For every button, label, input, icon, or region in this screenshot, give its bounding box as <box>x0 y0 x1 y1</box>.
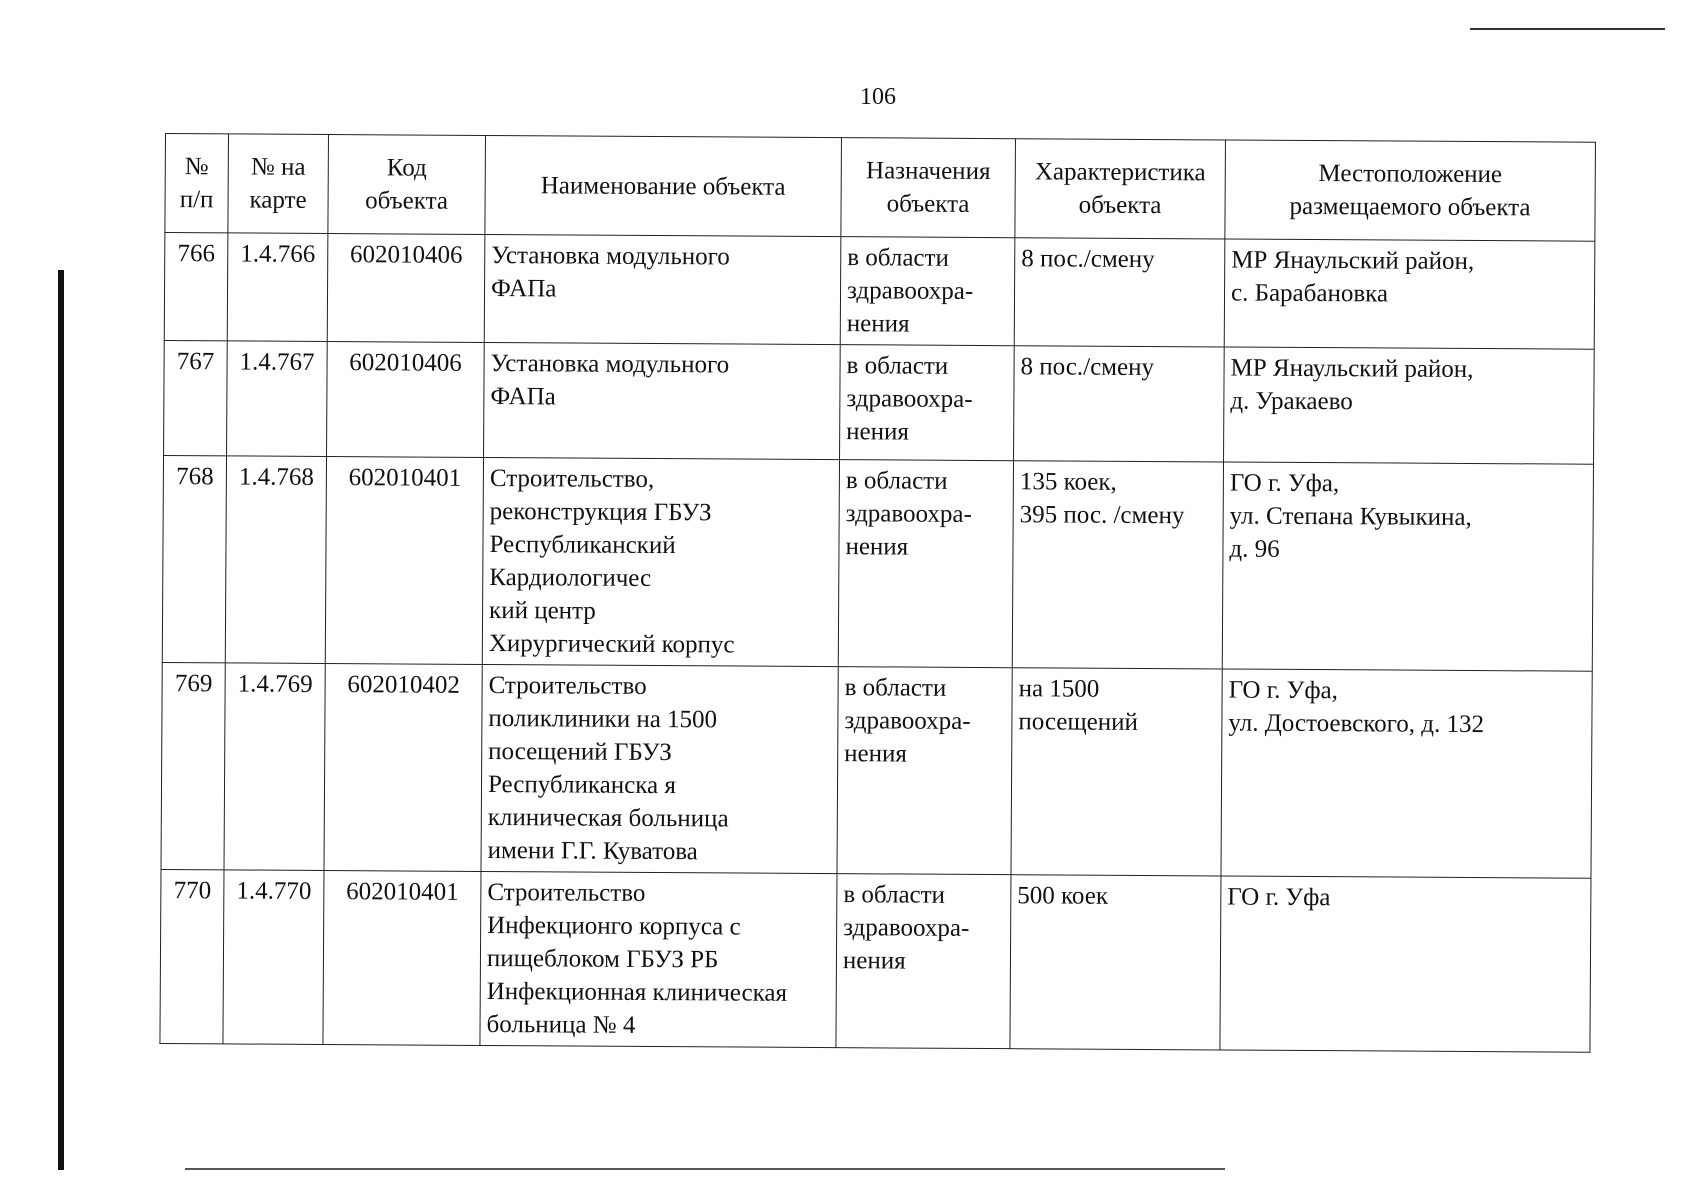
page-number: 106 <box>860 84 896 110</box>
cell-object-name: Установка модульного ФАПа <box>484 342 841 459</box>
cell-object-location: МР Янаульский район, д. Уракаево <box>1224 347 1595 464</box>
table-row <box>161 662 1592 878</box>
cell-object-code: 602010401 <box>323 870 481 1045</box>
cell-object-code: 602010406 <box>327 341 485 457</box>
binding-edge-bar <box>58 270 64 1170</box>
cell-object-name: Строительство поликлиники на 1500 посещений ГБУЗ Республиканска я клиническая больница имени Г.Г. Куватова <box>481 664 838 873</box>
cell-row-number: 770 <box>160 869 224 1043</box>
cell-object-characteristic: 135 коек, 395 пос. /смену <box>1012 461 1223 669</box>
table-header-row <box>165 134 1596 242</box>
cell-map-number: 1.4.767 <box>227 341 328 457</box>
cell-object-characteristic: 8 пос./смену <box>1014 346 1225 462</box>
cell-object-characteristic: 500 коек <box>1010 875 1221 1050</box>
cell-object-characteristic: на 1500 посещений <box>1011 668 1222 876</box>
cell-row-number: 767 <box>164 340 228 455</box>
cell-object-code: 602010401 <box>325 456 483 664</box>
cell-object-purpose: в области здравоохра- нения <box>838 460 1013 668</box>
cell-object-location: ГО г. Уфа, ул. Достоевского, д. 132 <box>1221 669 1592 878</box>
top-rule <box>1470 28 1665 30</box>
table-row <box>160 869 1591 1052</box>
cell-row-number: 768 <box>162 455 226 662</box>
cell-object-purpose: в области здравоохра- нения <box>840 237 1015 346</box>
header-map-number: № на карте <box>228 134 329 234</box>
header-object-code: Код объекта <box>328 134 486 234</box>
cell-row-number: 769 <box>161 662 225 869</box>
cell-map-number: 1.4.766 <box>227 233 328 342</box>
header-row-number: № п/п <box>165 134 229 233</box>
header-object-purpose: Назначения объекта <box>841 138 1016 238</box>
table-row <box>164 233 1595 350</box>
cell-object-code: 602010402 <box>324 663 482 871</box>
header-object-characteristic: Характеристика объекта <box>1015 139 1226 239</box>
cell-object-characteristic: 8 пос./смену <box>1014 238 1225 347</box>
cell-object-name: Строительство Инфекционго корпуса с пищеблоком ГБУЗ РБ Инфекционная клиническая больница № 4 <box>480 871 837 1047</box>
cell-object-purpose: в области здравоохра- нения <box>840 345 1015 461</box>
bottom-rule <box>185 1168 1225 1170</box>
cell-object-purpose: в области здравоохра- нения <box>837 667 1012 875</box>
cell-map-number: 1.4.769 <box>224 663 325 871</box>
cell-object-location: МР Янаульский район, с. Барабановка <box>1224 239 1595 349</box>
cell-map-number: 1.4.770 <box>223 870 324 1045</box>
objects-table <box>159 133 1596 1053</box>
table-row <box>162 455 1593 671</box>
cell-object-name: Установка модульного ФАПа <box>484 234 841 344</box>
header-object-location: Местоположение размещаемого объекта <box>1225 140 1596 241</box>
cell-object-location: ГО г. Уфа, ул. Степана Кувыкина, д. 96 <box>1222 462 1593 671</box>
cell-object-purpose: в области здравоохра- нения <box>836 874 1011 1049</box>
cell-map-number: 1.4.768 <box>225 456 326 664</box>
cell-object-location: ГО г. Уфа <box>1220 876 1591 1052</box>
header-object-name: Наименование объекта <box>485 135 842 236</box>
table-row <box>164 340 1595 464</box>
cell-object-name: Строительство, реконструкция ГБУЗ Республиканский Кардиологичес кий центр Хирургический корпус <box>482 457 839 666</box>
cell-row-number: 766 <box>164 233 228 341</box>
cell-object-code: 602010406 <box>327 233 485 342</box>
